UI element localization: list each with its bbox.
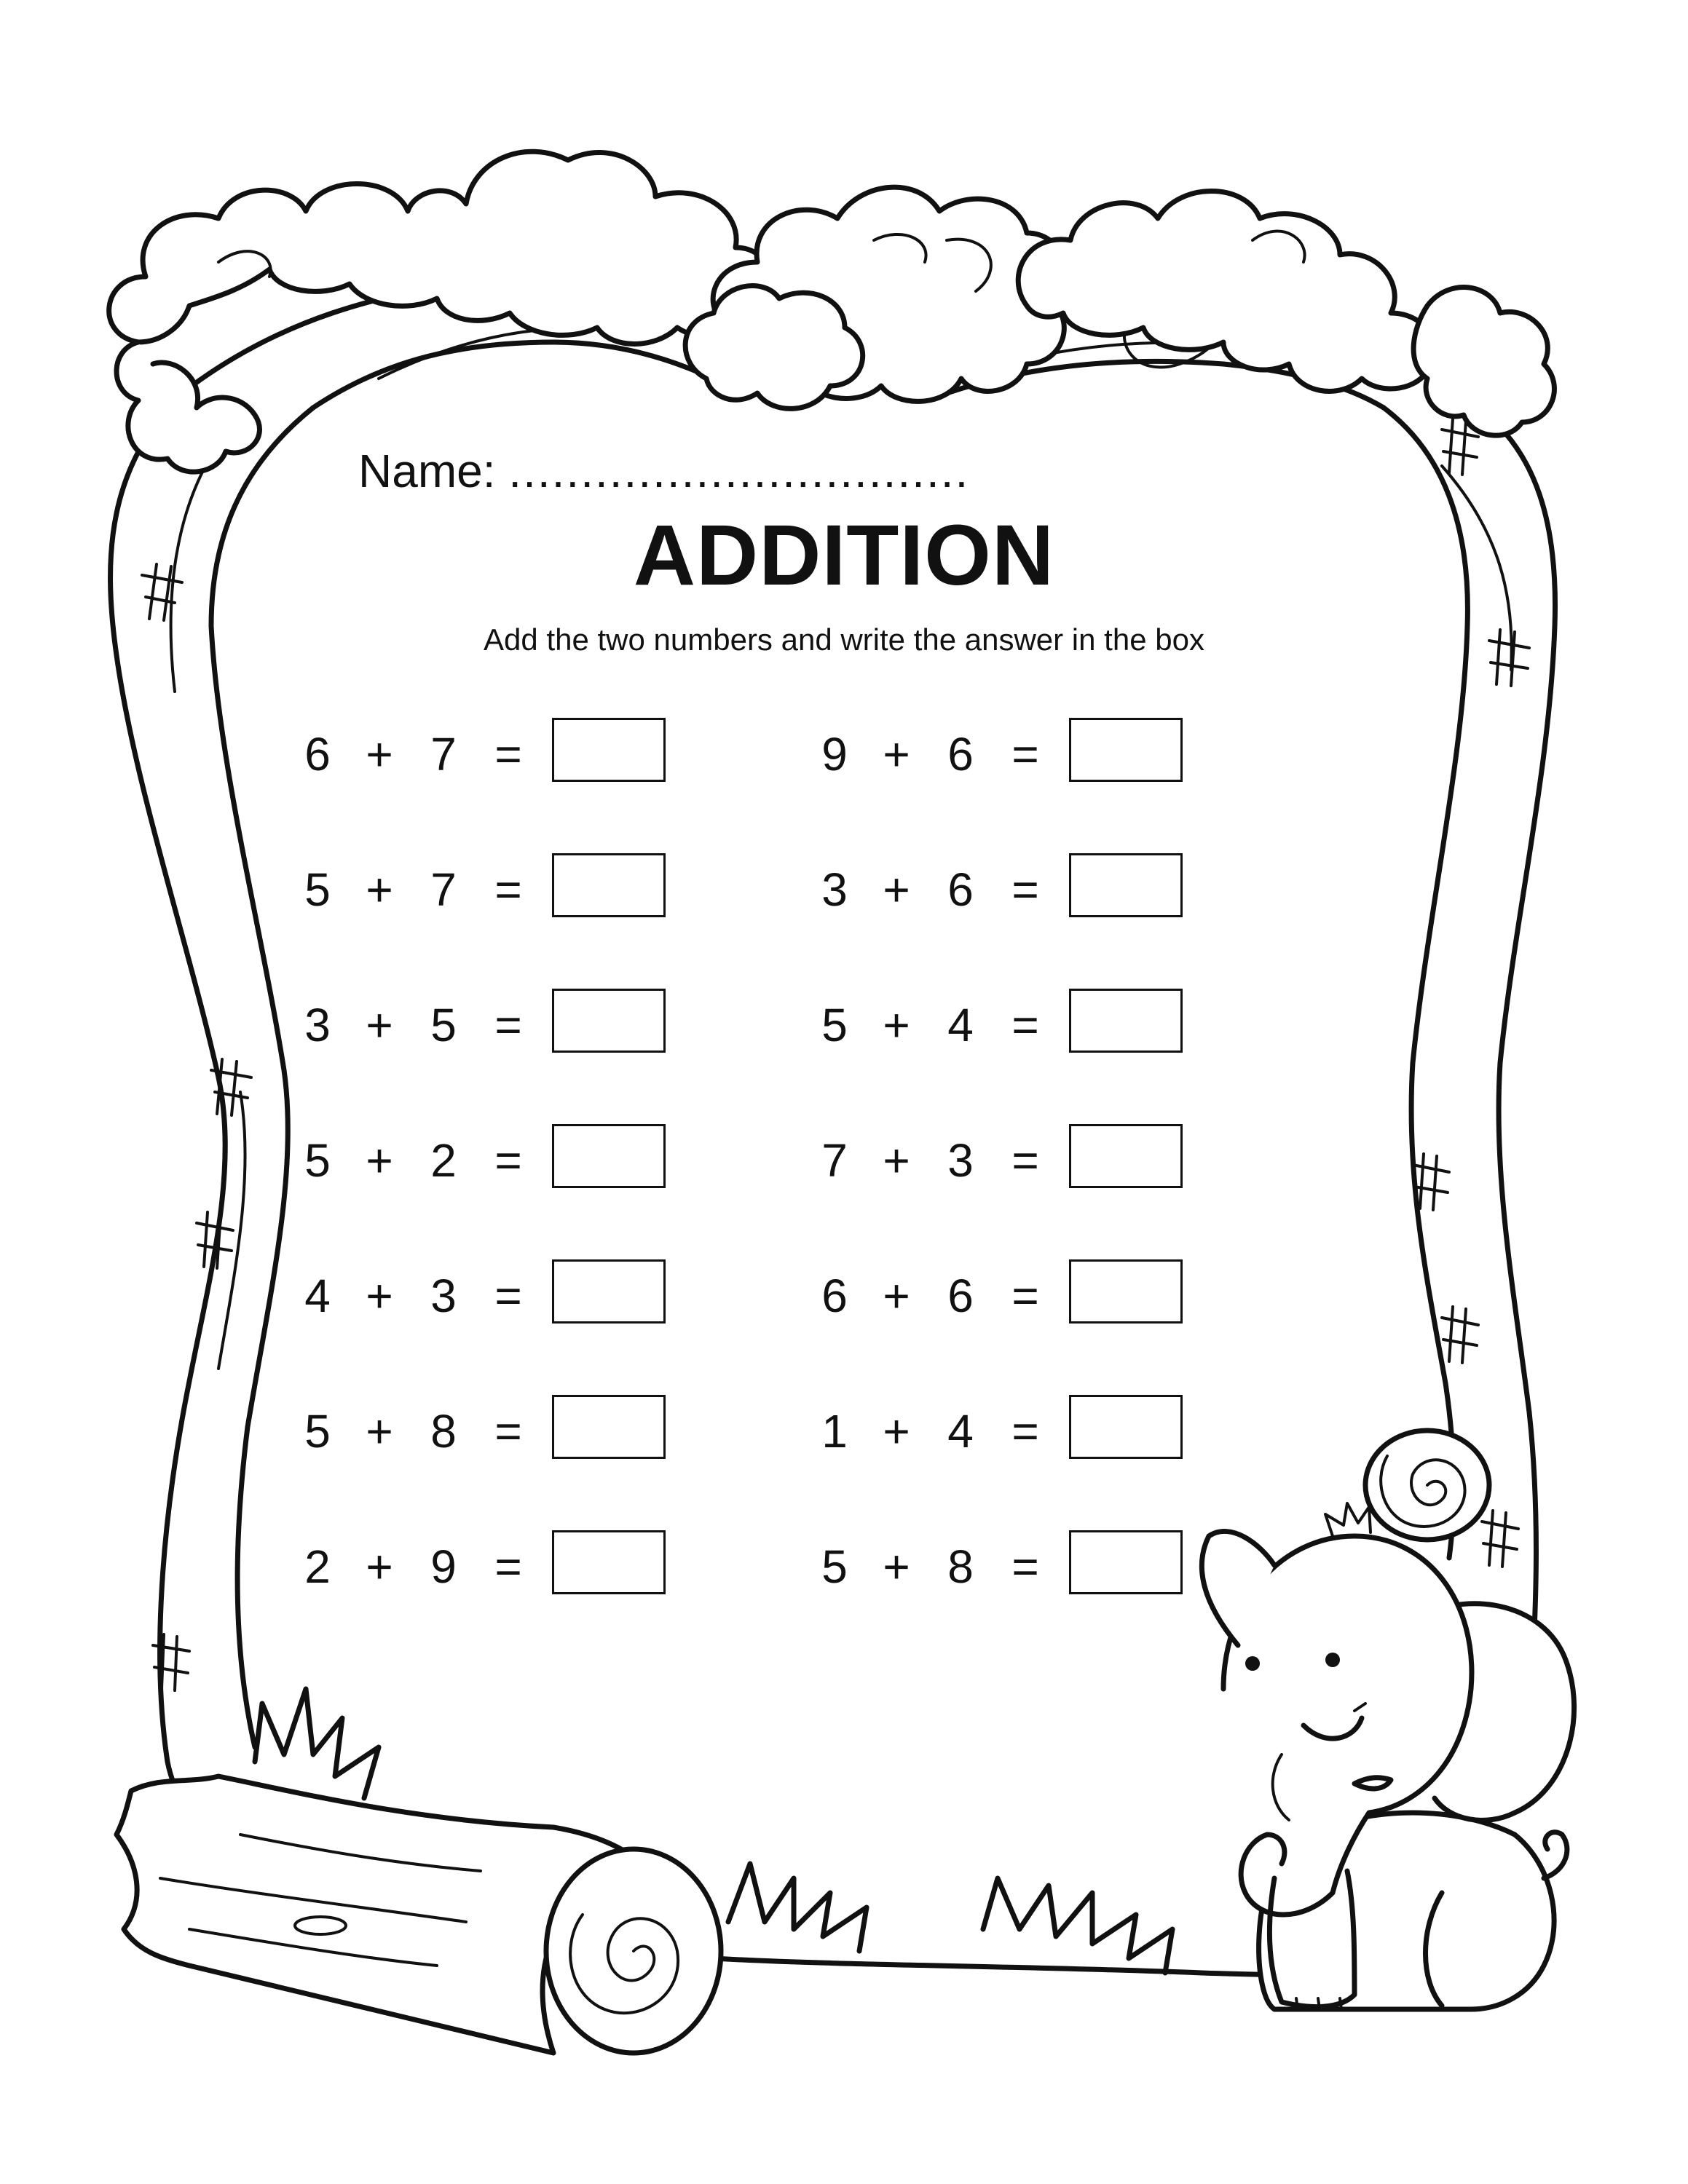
equals-sign: = (494, 1270, 522, 1322)
equals-sign: = (1011, 1405, 1039, 1457)
addend-b: 3 (947, 1134, 974, 1187)
equals-sign: = (1011, 1540, 1039, 1593)
addend-a: 1 (821, 1405, 848, 1457)
problem-right-3 (813, 989, 1220, 1059)
addend-b: 6 (947, 1270, 974, 1322)
addend-b: 5 (430, 999, 457, 1051)
answer-box[interactable] (552, 1530, 666, 1594)
plus-sign: + (883, 863, 910, 916)
addend-a: 4 (304, 1270, 331, 1322)
title-text: ADDITION (633, 507, 1055, 604)
answer-box[interactable] (1069, 1395, 1183, 1459)
plus-sign: + (883, 1270, 910, 1322)
addend-a: 7 (821, 1134, 848, 1187)
plus-sign: + (883, 1134, 910, 1187)
plus-sign: + (883, 1540, 910, 1593)
plus-sign: + (366, 863, 393, 916)
answer-box[interactable] (552, 1124, 666, 1188)
plus-sign: + (366, 1405, 393, 1457)
equals-sign: = (1011, 728, 1039, 780)
addend-b: 6 (947, 863, 974, 916)
problem-left-3 (296, 989, 703, 1059)
problem-right-1 (813, 718, 1220, 788)
plus-sign: + (366, 1540, 393, 1593)
plus-sign: + (883, 1405, 910, 1457)
answer-box[interactable] (552, 989, 666, 1053)
answer-box[interactable] (1069, 1124, 1183, 1188)
addend-a: 3 (304, 999, 331, 1051)
equals-sign: = (1011, 1270, 1039, 1322)
problem-left-6 (296, 1395, 703, 1465)
instructions-text: Add the two numbers and write the answer in the box (484, 622, 1204, 657)
problem-left-2 (296, 853, 703, 923)
equals-sign: = (1011, 1134, 1039, 1187)
addend-a: 5 (304, 1405, 331, 1457)
addend-b: 7 (430, 863, 457, 916)
equals-sign: = (1011, 999, 1039, 1051)
addend-b: 6 (947, 728, 974, 780)
addend-a: 5 (821, 999, 848, 1051)
answer-box[interactable] (552, 853, 666, 917)
addend-b: 3 (430, 1270, 457, 1322)
addend-a: 6 (304, 728, 331, 780)
plus-sign: + (883, 999, 910, 1051)
addend-a: 6 (821, 1270, 848, 1322)
problem-right-4 (813, 1124, 1220, 1194)
addend-a: 5 (304, 1134, 331, 1187)
addend-b: 2 (430, 1134, 457, 1187)
plus-sign: + (883, 728, 910, 780)
addend-b: 9 (430, 1540, 457, 1593)
addend-a: 5 (304, 863, 331, 916)
equals-sign: = (494, 999, 522, 1051)
addend-b: 4 (947, 1405, 974, 1457)
equals-sign: = (1011, 863, 1039, 916)
equals-sign: = (494, 1405, 522, 1457)
problem-left-4 (296, 1124, 703, 1194)
answer-box[interactable] (1069, 989, 1183, 1053)
addend-a: 2 (304, 1540, 331, 1593)
name-label: Name: (358, 445, 496, 497)
answer-box[interactable] (1069, 1530, 1183, 1594)
addend-b: 8 (430, 1405, 457, 1457)
equals-sign: = (494, 863, 522, 916)
addend-b: 4 (947, 999, 974, 1051)
equals-sign: = (494, 1540, 522, 1593)
plus-sign: + (366, 999, 393, 1051)
addend-b: 8 (947, 1540, 974, 1593)
answer-box[interactable] (552, 1395, 666, 1459)
problem-right-7 (813, 1530, 1220, 1600)
addend-b: 7 (430, 728, 457, 780)
answer-box[interactable] (1069, 718, 1183, 782)
answer-box[interactable] (1069, 1259, 1183, 1324)
answer-box[interactable] (552, 718, 666, 782)
problem-right-6 (813, 1395, 1220, 1465)
addend-a: 9 (821, 728, 848, 780)
equals-sign: = (494, 1134, 522, 1187)
addend-a: 5 (821, 1540, 848, 1593)
plus-sign: + (366, 1134, 393, 1187)
problem-left-1 (296, 718, 703, 788)
problem-left-7 (296, 1530, 703, 1600)
plus-sign: + (366, 728, 393, 780)
plus-sign: + (366, 1270, 393, 1322)
addend-a: 3 (821, 863, 848, 916)
name-blank[interactable]: ................................ (508, 445, 970, 497)
problem-left-5 (296, 1259, 703, 1329)
answer-box[interactable] (1069, 853, 1183, 917)
problem-right-5 (813, 1259, 1220, 1329)
answer-box[interactable] (552, 1259, 666, 1324)
equals-sign: = (494, 728, 522, 780)
problem-right-2 (813, 853, 1220, 923)
